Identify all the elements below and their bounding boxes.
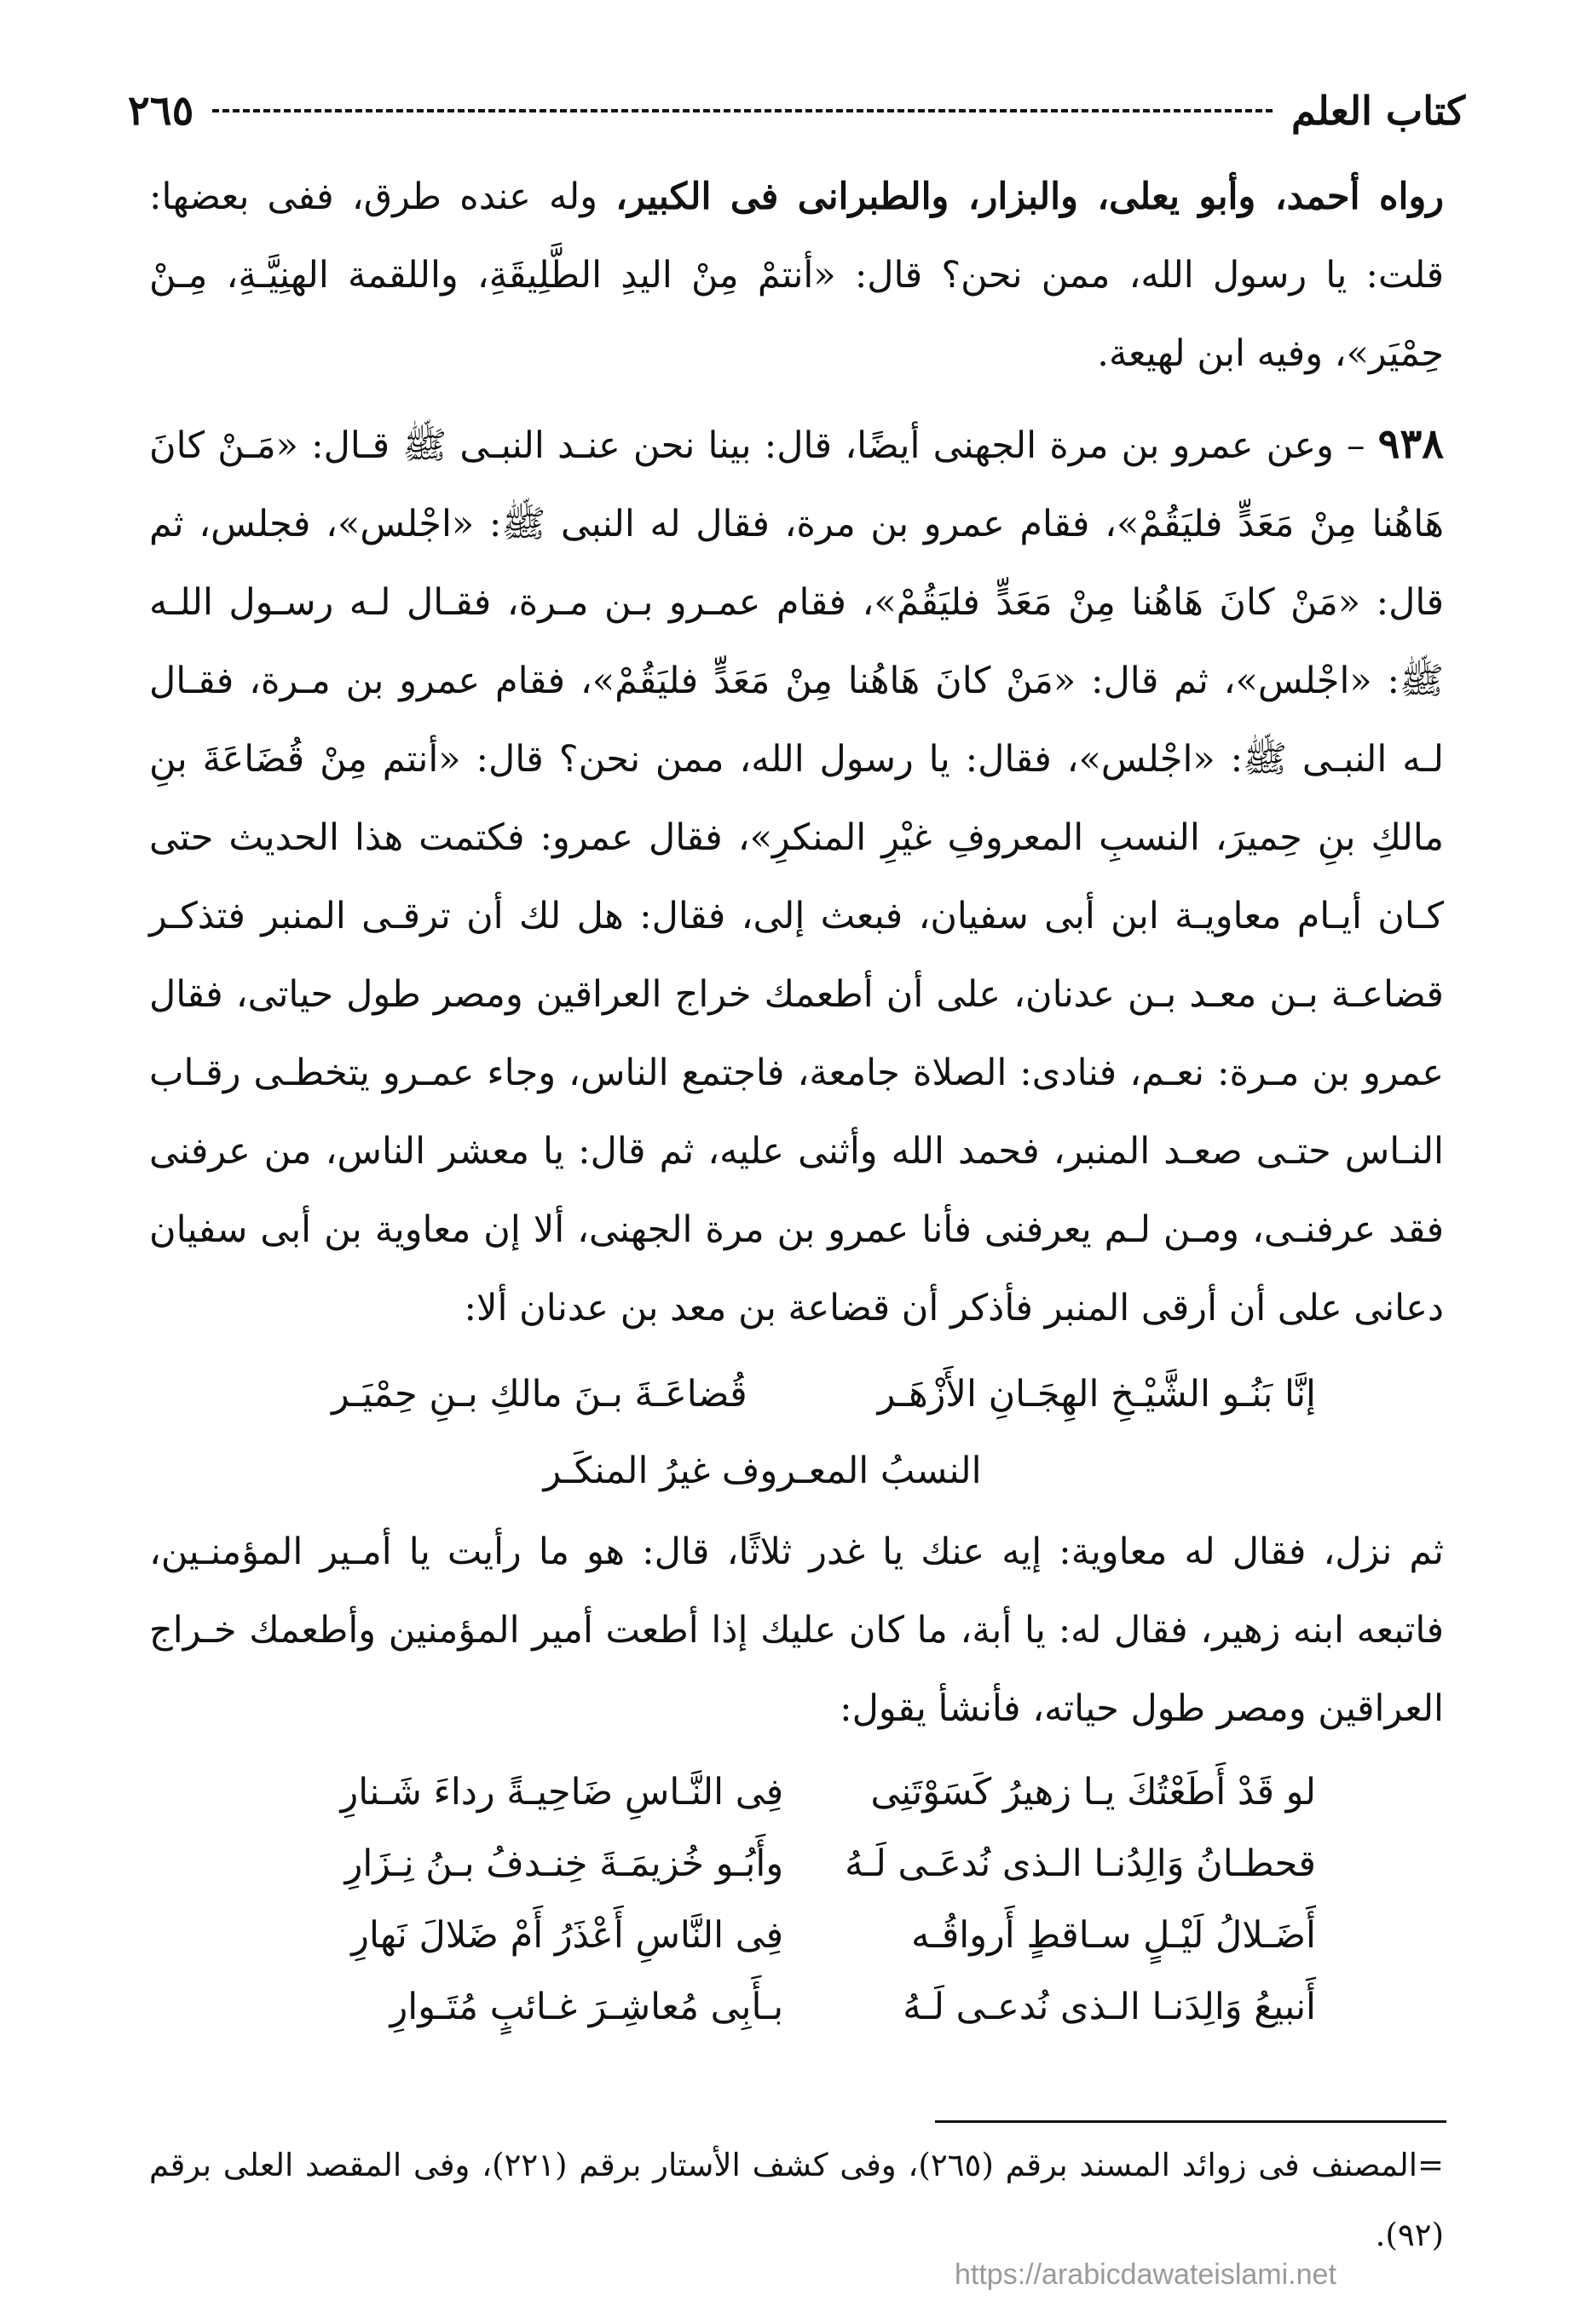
hemistich-left: قُضاعَـةَ بـنَ مالكِ بـنِ حِمْيَـر <box>331 1373 747 1416</box>
hemistich-right: أَنبيعُ وَالِدَنـا الـذى نُدعـى لَـهُ <box>903 1986 1316 2028</box>
verse-line <box>149 1971 1444 2043</box>
source-list: رواه أحمد، وأبو يعلى، والبزار، والطبرانى فى الكبير، <box>615 176 1444 218</box>
hemistich-right: لو قَدْ أَطَعْتُكَ يـا زهيرُ كَسَوْتَنِى <box>870 1771 1316 1814</box>
hadith-number: ٩٣٨ <box>1377 420 1444 468</box>
hemistich-left: وأَبُـو خُزيمَـةَ خِنـدفُ بـنُ نِـزَارِ <box>344 1842 784 1885</box>
paragraph-hadith <box>149 405 1444 1347</box>
verse-line <box>149 1828 1444 1900</box>
hemistich-left: فِى النَّـاسِ ضَاحِيـةً رداءَ شَـنارِ <box>340 1771 784 1814</box>
verse-line <box>149 1756 1444 1828</box>
hemistich-left: فِى النَّاسِ أَعْذَرُ أَمْ ضَلالَ نَهارِ <box>351 1914 784 1957</box>
source-note-text: وله عنده طرق، ففى بعضها: قلت: يا رسول الله، ممن نحن؟ قال: «أنتمْ مِنْ اليدِ الطَّلِيقَةِ، واللقمة الهنِيَّـةِ، مِـنْ حِمْيَر»، وفيه ابن لهيعة. <box>149 176 1444 375</box>
poem-first <box>149 1356 1444 1509</box>
hemistich-right: قحطـانُ وَالِدُنـا الـذى نُدعَـى لَـهُ <box>845 1842 1316 1885</box>
paragraph-aftermath: ثم نزل، فقال له معاوية: إيه عنك يا غدر ثلاثًا، قال: هو ما رأيت يا أمـير المؤمنـين، فاتبعه ابنه زهير، فقال له: يا أبة، ما كان عليك إذا أطعت أمير المؤمنين وأطعمك خـراج العراقين ومصر طول حياته، فأنشأ يقول: <box>149 1531 1444 1730</box>
footnote-rule <box>935 2120 1446 2123</box>
verse-line <box>149 1900 1444 1971</box>
watermark-url: https://arabicdawateislami.net <box>955 2258 1336 2291</box>
page-number: ٢٦٥ <box>128 87 194 135</box>
hadith-text: – وعن عمرو بن مرة الجهنى أيضًا، قال: بينا نحن عنـد النبـى ﷺ قـال: «مَـنْ كانَ هَاهُنا مِنْ مَعَدٍّ فليَقُمْ»، فقام عمرو بن مرة، فقال له النبى ﷺ: «اجْلس»، فجلس، ثم قال: «مَنْ كانَ هَاهُنا مِنْ مَعَدٍّ فليَقُمْ»، فقام عمـرو بـن مـرة، فقـال لـه رسـول اللـه ﷺ: «اجْلس»، ثم قال: «مَنْ كانَ هَاهُنا مِنْ مَعَدٍّ فليَقُمْ»، فقام عمرو بن مـرة، فقـال لـه النبـى ﷺ: «اجْلس»، فقال: يا رسول الله، ممن نحن؟ قال: «أنتم مِنْ قُضَاعَةَ بنِ مالكِ بنِ حِميرَ، النسبِ المعروفِ غيْرِ المنكرِ»، فقال عمرو: فكتمت هذا الحديث حتى كـان أيـام معاويـة ابن أبى سفيان، فبعث إلى، فقال: هل لك أن ترقـى المنبر فتذكـر قضاعـة بـن معـد بـن عدنان، على أن أطعمك خراج العراقين ومصر طول حياتى، فقال عمرو بن مـرة: نعـم، فنادى: الصلاة جامعة، فاجتمع الناس، وجاء عمـرو يتخطـى رقـاب النـاس حتـى صعـد المنبر، فحمد الله وأثنى عليه، ثم قال: يا معشر الناس، من عرفنى فقد عرفنـى، ومـن لـم يعرفنى فأنا عمرو بن مرة الجهنى، ألا إن معاوية بن أبى سفيان دعانى على أن أرقى المنبر فأذكر أن قضاعة بن معد بن عدنان ألا: <box>149 424 1444 1329</box>
chapter-title: كتاب العلم <box>1291 88 1465 134</box>
hemistich-right: أَضَـلالُ لَيْـلٍ سـاقطٍ أَرواقُـه <box>911 1914 1316 1957</box>
verse-line-centered: النسبُ المعـروف غيرُ المنكَـر <box>543 1450 982 1492</box>
running-header <box>128 81 1465 141</box>
poem-second <box>149 1756 1444 2043</box>
main-text <box>149 158 1444 2046</box>
header-dashed-rule <box>212 109 1273 112</box>
hemistich-left: بـأَبِى مُعاشِـرَ غـائبٍ مُتَـوارِ <box>390 1986 784 2028</box>
hemistich-right: إنَّا بَنُـو الشَّيْـخِ الهِجَـانِ الأَزْهَـر <box>877 1373 1316 1416</box>
footnote: =المصنف فى زوائد المسند برقم (٢٦٥)، وفى كشف الأستار برقم (٢٢١)، وفى المقصد العلى برقم (٩٢). <box>149 2147 1445 2253</box>
verse-line <box>149 1356 1444 1433</box>
paragraph-source-note <box>149 158 1444 393</box>
